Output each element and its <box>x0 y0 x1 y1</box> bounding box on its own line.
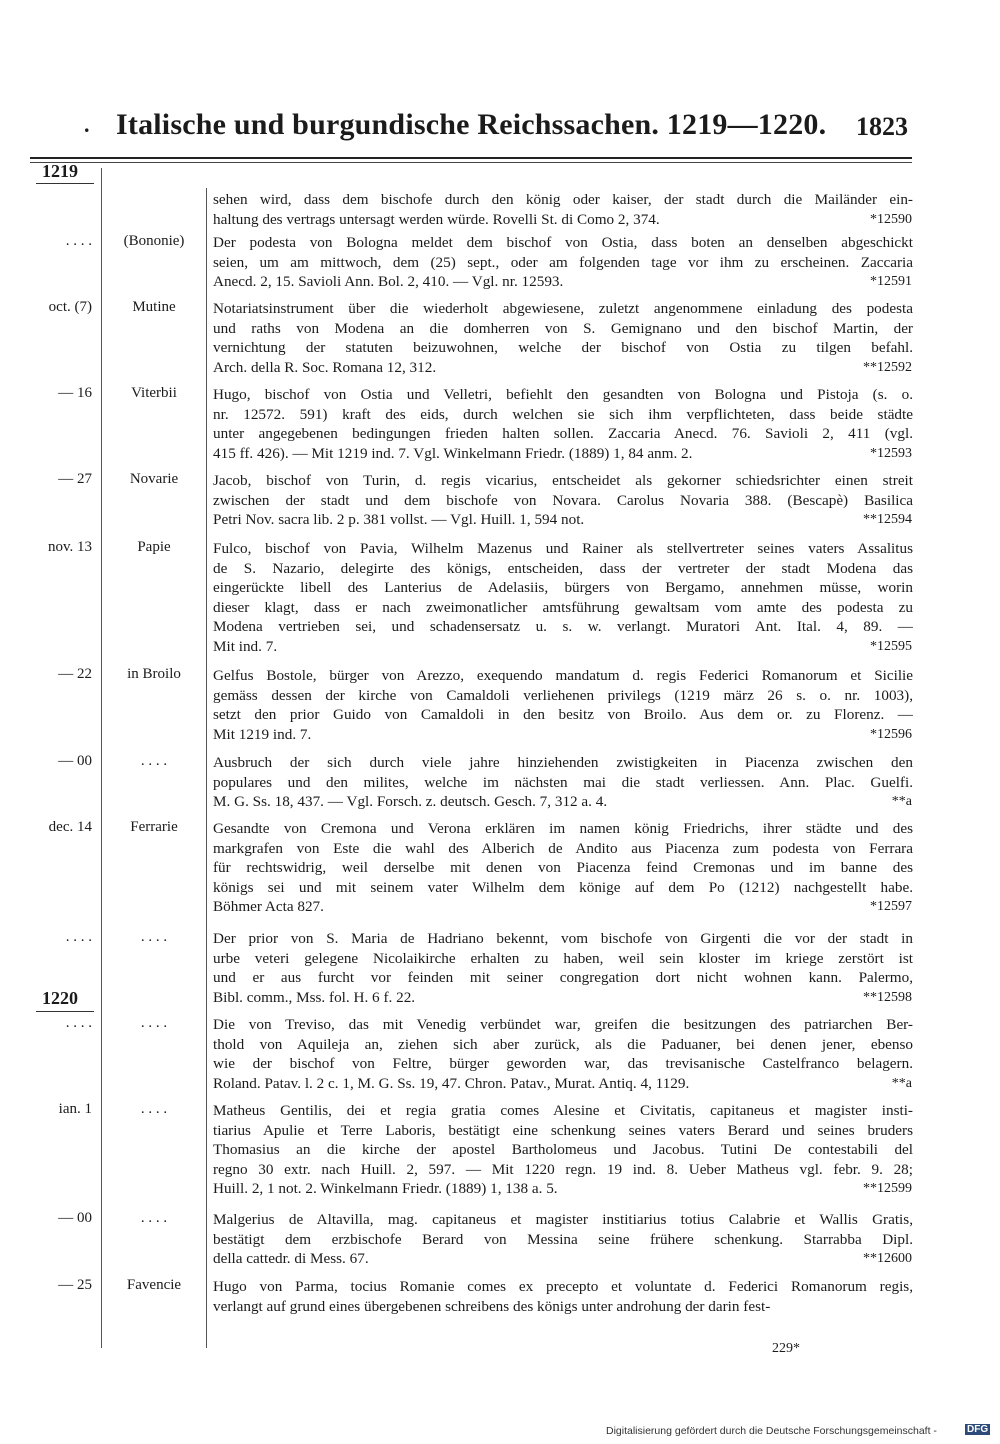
footer-credit: Digitalisierung gefördert durch die Deutsche Forschungsgemeinschaft - <box>606 1425 937 1437</box>
entry-text-line: Huill. 2, 1 not. 2. Winkelmann Friedr. (1889) 1, 138 a. 5. <box>213 1180 558 1198</box>
entry-text-line: Matheus Gentilis, dei et regia gratia comes Alesine et Civitatis, capitaneus et magister insti- <box>213 1102 913 1119</box>
entry-text-line: Fulco, bischof von Pavia, Wilhelm Mazenus und Rainer als stellvertreter seines vaters Assalitus <box>213 540 913 557</box>
entry-number: *12596 <box>870 726 912 742</box>
entry-text-line: Der podesta von Bologna meldet dem bischof von Ostia, dass boten an denselben abgeschickt <box>213 234 913 251</box>
entry-text-line: 415 ff. 426). — Mit 1219 ind. 7. Vgl. Winkelmann Friedr. (1889) 1, 84 anm. 2. <box>213 444 693 462</box>
entry-text-line: Gesandte von Cremona und Verona erklären im namen könig Friedrichs, ihrer städte und des <box>213 820 913 837</box>
entry-number: **12599 <box>863 1181 912 1197</box>
entry-place: . . . . <box>140 929 168 945</box>
entry-text-line: Mit ind. 7. <box>213 637 278 655</box>
entry-place: in Broilo <box>127 666 181 682</box>
year-marker-1219 <box>42 161 78 182</box>
dfg-logo: DFG <box>967 1424 989 1435</box>
entry-text-line: Jacob, bischof von Turin, d. regis vicarius, entscheidet als gekorner schiedsrichter einen streit <box>213 472 913 489</box>
entry-place: Mutine <box>132 299 176 315</box>
entry-number: **12594 <box>863 512 912 528</box>
entry-text-line: Modena vertrieben sei, und schadensersatz u. s. w. verlangt. Muratori Ant. Ital. 4, 89. — <box>213 618 913 636</box>
entry-text-line: sehen wird, dass dem bischofe durch den könig oder kaiser, der stadt durch die Mailänder ein- <box>213 191 913 208</box>
page-number: 1823 <box>856 112 908 141</box>
entry-date: — 16 <box>58 385 92 401</box>
entry-text-line: Gelfus Bostole, bürger von Arezzo, exequendo mandatum d. regis Federici Romanorum et Sicilie <box>213 667 913 684</box>
entry-date: — 00 <box>58 753 92 769</box>
entry-place: . . . . <box>140 1015 168 1031</box>
entry-text-line: Mit 1219 ind. 7. <box>213 725 312 743</box>
entry-text <box>213 1101 913 1199</box>
entry-place: (Bononie) <box>123 233 185 249</box>
entry-place: Viterbii <box>131 385 177 401</box>
entry-number: *12595 <box>870 639 912 654</box>
entry-text-line: haltung des vertrags untersagt werden würde. Rovelli St. di Como 2, 374. <box>213 210 660 228</box>
entry-text <box>213 299 913 377</box>
entry-text-line: M. G. Ss. 18, 437. — Vgl. Forsch. z. deutsch. Gesch. 7, 312 a. 4. <box>213 793 608 811</box>
year-label: 1220 <box>42 988 78 1008</box>
signature-mark: 229* <box>772 1341 800 1356</box>
entry-text-line: Roland. Patav. l. 2 c. 1, M. G. Ss. 19, 47. Chron. Patav., Murat. Antiq. 4, 1129. <box>213 1074 690 1092</box>
entry-text-line: Hugo von Parma, tocius Romanie comes ex precepto et voluntate d. Federici Romanorum regis, <box>213 1278 913 1295</box>
entry-date: — 22 <box>58 666 92 682</box>
entry-number: *12590 <box>870 211 912 227</box>
entry-text-line: vernichtung der statuten beizuwohnen, welche der bischof von Ostia zu tilgen befahl. <box>213 339 913 357</box>
header-dot: . <box>84 112 90 137</box>
entry-text <box>213 929 913 1007</box>
entry-date: — 00 <box>58 1210 92 1226</box>
entry-number: **12598 <box>863 989 912 1005</box>
entry-text <box>213 753 913 812</box>
entry-date: . . . . <box>65 233 92 249</box>
entry-text-line: Thomasius an die kirche der apostel Bartholomeus und Jacobus. Tutini De contestabili del <box>213 1141 913 1159</box>
year-marker-1220 <box>42 988 78 1009</box>
entry-text-line: unter angegebenen bedingungen frieden halten sollen. Zaccaria Anecd. 76. Savioli 2, 411 (vgl. <box>213 425 913 443</box>
entry-place: Papie <box>137 539 171 555</box>
year-label: 1219 <box>42 161 78 181</box>
entry-date: oct. (7) <box>48 299 92 315</box>
entry-text-line: Anecd. 2, 15. Savioli Ann. Bol. 2, 410. — Vgl. nr. 12593. <box>213 273 564 291</box>
entry-text-line: thold von Aquileja an, ziehen sich aber zurück, als die Paduaner, bei denen jener, ebenso <box>213 1035 913 1053</box>
entry-text <box>213 385 913 463</box>
header-rule <box>30 157 912 159</box>
entry-text-line: Arch. della R. Soc. Romana 12, 312. <box>213 358 437 376</box>
year-underline <box>36 183 94 184</box>
entry-text-line: Ausbruch der sich durch viele jahre hinziehenden zwistigkeiten in Piacenza zwischen den <box>213 754 913 771</box>
entry-number: **12592 <box>863 359 912 375</box>
entry-text <box>213 1277 913 1316</box>
entry-text-line: populares und den milites, welche im nächsten mai die stadt verliessen. Ann. Plac. Guelfi. <box>213 773 913 791</box>
entry-text <box>213 471 913 530</box>
entry-text <box>213 666 913 744</box>
entry-number: **a <box>891 794 912 810</box>
entry-text-line: bestätigt dem erzbischofe Berard von Messina seine frühere schenkung. Starrabba Dipl. <box>213 1230 913 1248</box>
entry-text <box>213 190 913 229</box>
entry-date: ian. 1 <box>58 1101 92 1117</box>
page-title: Italische und burgundische Reichssachen. 1219—1220. <box>116 108 827 141</box>
entry-text-line: della cattedr. di Mess. 67. <box>213 1250 369 1268</box>
entry-place: Favencie <box>126 1277 182 1293</box>
entry-text-line: seien, um am mittwoch, dem (25) sept., oder am folgenden tage vor ihm zu erscheinen. Zaccaria <box>213 253 913 271</box>
entry-number: **a <box>891 1075 912 1091</box>
entry-date: nov. 13 <box>47 539 92 555</box>
entry-text-line: setzt den prior Guido von Camaldoli in den besitz von Broilo. Aus dem or. zu Florenz. — <box>213 706 913 724</box>
entry-place: . . . . <box>140 1101 168 1117</box>
entry-number: *12591 <box>870 274 912 290</box>
entry-text <box>213 819 913 917</box>
entry-text-line: de S. Nazario, delegirte des königs, entscheiden, dass der vertreter der stadt Modena das <box>213 559 913 577</box>
entry-text-line: eingerückte libell des Lanterius de Adelasiis, bürgers von Bergamo, annehmen müsse, worin <box>213 579 913 597</box>
column-separator-right <box>206 188 207 1348</box>
entry-text-line: urbe veteri gelegene Nicolaikirche erhalten zu haben, weil sein kloster im kriege zerstört ist <box>213 949 913 967</box>
entry-date: . . . . <box>65 1015 92 1031</box>
entry-date: . . . . <box>65 929 92 945</box>
entry-date: — 27 <box>58 471 92 487</box>
entry-text-line: markgrafen von Este die wahl des Alberich de Andito aus Piacenza zum podesta von Ferrara <box>213 839 913 857</box>
entry-text-line: Petri Nov. sacra lib. 2 p. 381 vollst. — Vgl. Huill. 1, 594 not. <box>213 511 585 529</box>
entry-place: Novarie <box>129 471 179 487</box>
entry-text-line: Notariatsinstrument über die wiederholt abgewiesene, zuletzt angenommene einladung des podesta <box>213 300 913 317</box>
entry-text <box>213 539 913 657</box>
entry-text-line: regno 30 extr. nach Huill. 2, 597. — Mit 1220 regn. 19 ind. 8. Ueber Matheus vgl. febr. 9. 28; <box>213 1160 913 1178</box>
column-separator-left <box>101 168 102 1348</box>
entry-text-line: Die von Treviso, das mit Venedig verbündet war, greifen die besitzungen des patriarchen Ber- <box>213 1016 913 1033</box>
entry-text <box>213 1210 913 1269</box>
entry-text-line: königs sei und mit seinem vater Wilhelm dem könige auf dem Po (1212) nachgestellt habe. <box>213 878 913 896</box>
entry-text-line: zwischen der stadt und dem bischofe von Novara. Carolus Novaria 388. (Bescapè) Basilica <box>213 491 913 509</box>
entry-text-line: Malgerius de Altavilla, mag. capitaneus et magister institiarius totius Calabrie et Wallis Gratis, <box>213 1211 913 1228</box>
header-rule-thin <box>30 162 912 163</box>
entry-text <box>213 1015 913 1093</box>
entry-number: *12593 <box>870 445 912 461</box>
entry-place: Ferrarie <box>130 819 178 835</box>
entry-text-line: und er aus furcht vor feinden mit seiner congregation dort nicht wohnen kann. Palermo, <box>213 969 913 987</box>
entry-text-line: für rechtswidrig, weil derselbe mit denen von Piacenza feind Cremonas und im banne des <box>213 859 913 877</box>
entry-text <box>213 233 913 292</box>
entry-date: dec. 14 <box>48 819 92 835</box>
entry-number: **12600 <box>863 1251 912 1267</box>
entry-text-line: Der prior von S. Maria de Hadriano bekennt, vom bischofe von Girgenti die vor der stadt in <box>213 930 913 947</box>
entry-text-line: Hugo, bischof von Ostia und Velletri, befiehlt den gesandten von Bologna und Pistoja (s. o. <box>213 386 913 403</box>
entry-text-line: und raths von Modena an die domherren von S. Gemignano und den bischof Martin, der <box>213 319 913 337</box>
entry-date: — 25 <box>58 1277 92 1293</box>
entry-number: *12597 <box>870 899 912 915</box>
entry-text-line: wie der bischof von Feltre, bürger geworden war, das trevisanische Castelfranco belagern. <box>213 1055 913 1073</box>
entry-text-line: Bibl. comm., Mss. fol. H. 6 f. 22. <box>213 988 416 1006</box>
entry-text-line: Böhmer Acta 827. <box>213 898 324 916</box>
entry-place: . . . . <box>140 753 168 769</box>
entry-text-line: gemäss dessen der kirche von Camaldoli verliehenen privilegs (1219 märz 26 s. o. nr. 1003), <box>213 686 913 704</box>
year-underline <box>36 1011 94 1012</box>
entry-text-line: tiarius Apulie et Terre Laboris, bestätigt eine schenkung seines vaters Berard und seines bruders <box>213 1121 913 1139</box>
entry-text-line: dieser klagt, dass er nach zweimonatlicher amtsführung gewaltsam vom amte des podesta zu <box>213 598 913 616</box>
entry-text-line: verlangt auf grund eines übergebenen schreibens des königs unter androhung der darin fest- <box>213 1297 771 1315</box>
entry-place: . . . . <box>140 1210 168 1226</box>
entry-text-line: nr. 12572. 591) kraft des eids, durch welchen sie sich ihm verpflichteten, dass beide städte <box>213 405 913 423</box>
